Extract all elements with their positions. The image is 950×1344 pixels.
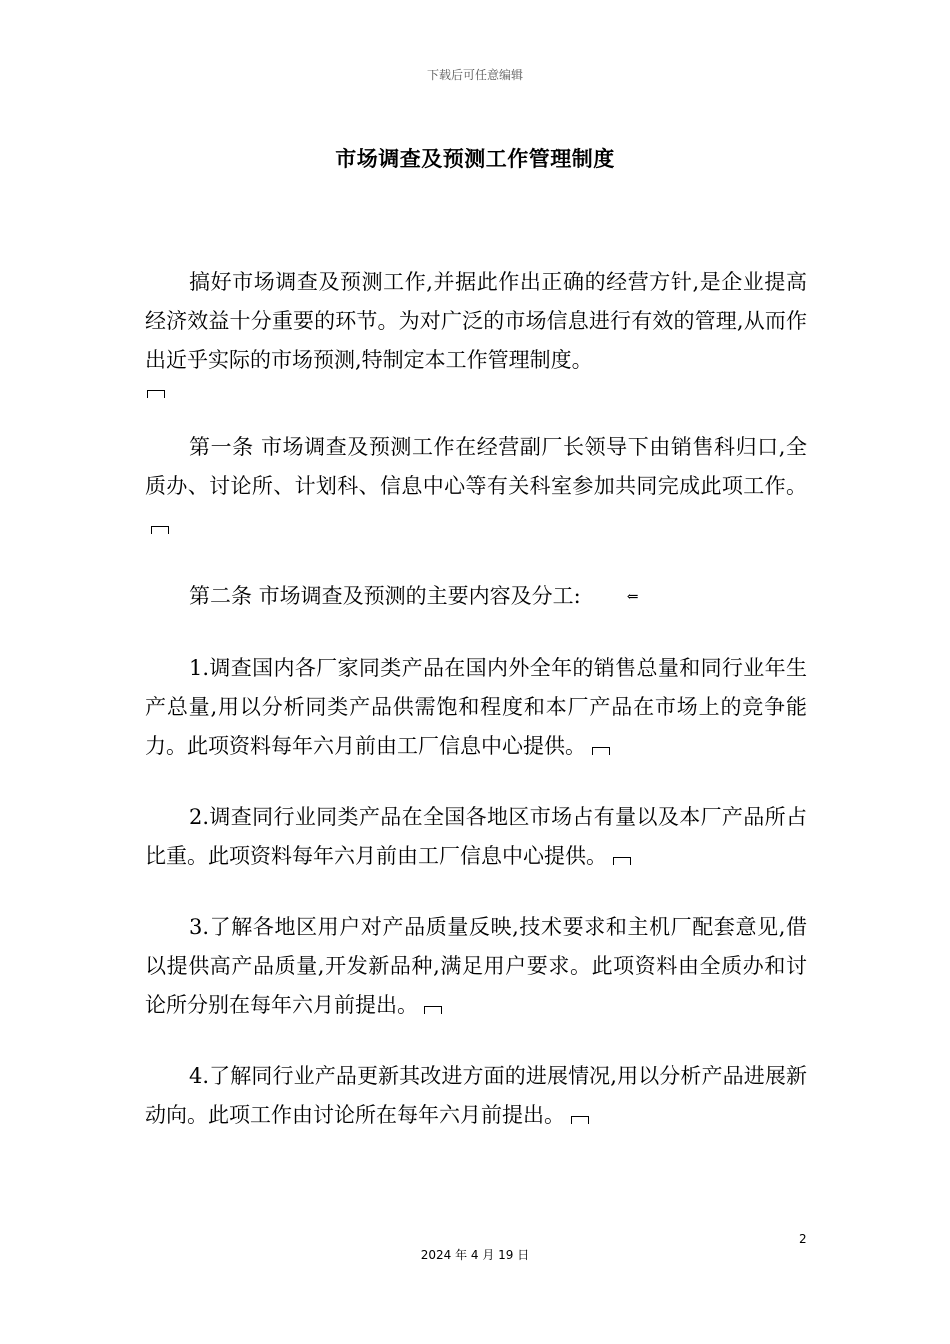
intro-paragraph: [145, 263, 807, 380]
article-two-paragraph: [145, 577, 807, 617]
paragraph-mark-icon: [571, 1116, 589, 1124]
paragraph-text: 1.调查国内各厂家同类产品在国内外全年的销售总量和同行业年生产总量,用以分析同类产品供需饱和程度和本厂产品在市场上的竞争能力。此项资料每年六月前由工厂信息中心提供。: [145, 656, 807, 758]
paragraph-mark-icon: [151, 526, 169, 534]
paragraph-mark-icon: [424, 1006, 442, 1014]
document-body: [145, 263, 807, 1167]
item-1-paragraph: [145, 649, 807, 766]
header-note: 下载后可任意编辑: [426, 68, 523, 82]
paragraph-mark-icon: [147, 390, 165, 398]
item-2-paragraph: [145, 798, 807, 876]
footer-date: 2024 年 4 月 19 日: [420, 1248, 530, 1262]
page-number: 2: [799, 1232, 807, 1246]
paragraph-text: 3.了解各地区用户对产品质量反映,技术要求和主机厂配套意见,借以提供高产品质量,开发新品种,满足用户要求。此项资料由全质办和讨论所分别在每年六月前提出。: [145, 915, 807, 1017]
item-4-paragraph: [145, 1057, 807, 1135]
paragraph-text: 第二条 市场调查及预测的主要内容及分工:: [189, 584, 581, 608]
paragraph-mark-icon: [592, 747, 610, 755]
paragraph-text: 4.了解同行业产品更新其改进方面的进展情况,用以分析产品进展新动向。此项工作由讨论所在每年六月前提出。: [145, 1064, 807, 1127]
paragraph-text: 2.调查同行业同类产品在全国各地区市场占有量以及本厂产品所占比重。此项资料每年六月前由工厂信息中心提供。: [145, 805, 807, 868]
document-title: 市场调查及预测工作管理制度: [335, 146, 615, 171]
paragraph-text: 搞好市场调查及预测工作,并据此作出正确的经营方针,是企业提高经济效益十分重要的环节。为对广泛的市场信息进行有效的管理,从而作出近乎实际的市场预测,特制定本工作管理制度。: [145, 270, 807, 372]
article-one-paragraph: [145, 428, 807, 545]
paragraph-mark-icon: [613, 857, 631, 865]
item-3-paragraph: [145, 908, 807, 1025]
line-break-mark-icon: ⇐: [626, 589, 639, 605]
paragraph-text: 第一条 市场调查及预测工作在经营副厂长领导下由销售科归口,全质办、讨论所、计划科、信息中心等有关科室参加共同完成此项工作。: [145, 435, 807, 498]
